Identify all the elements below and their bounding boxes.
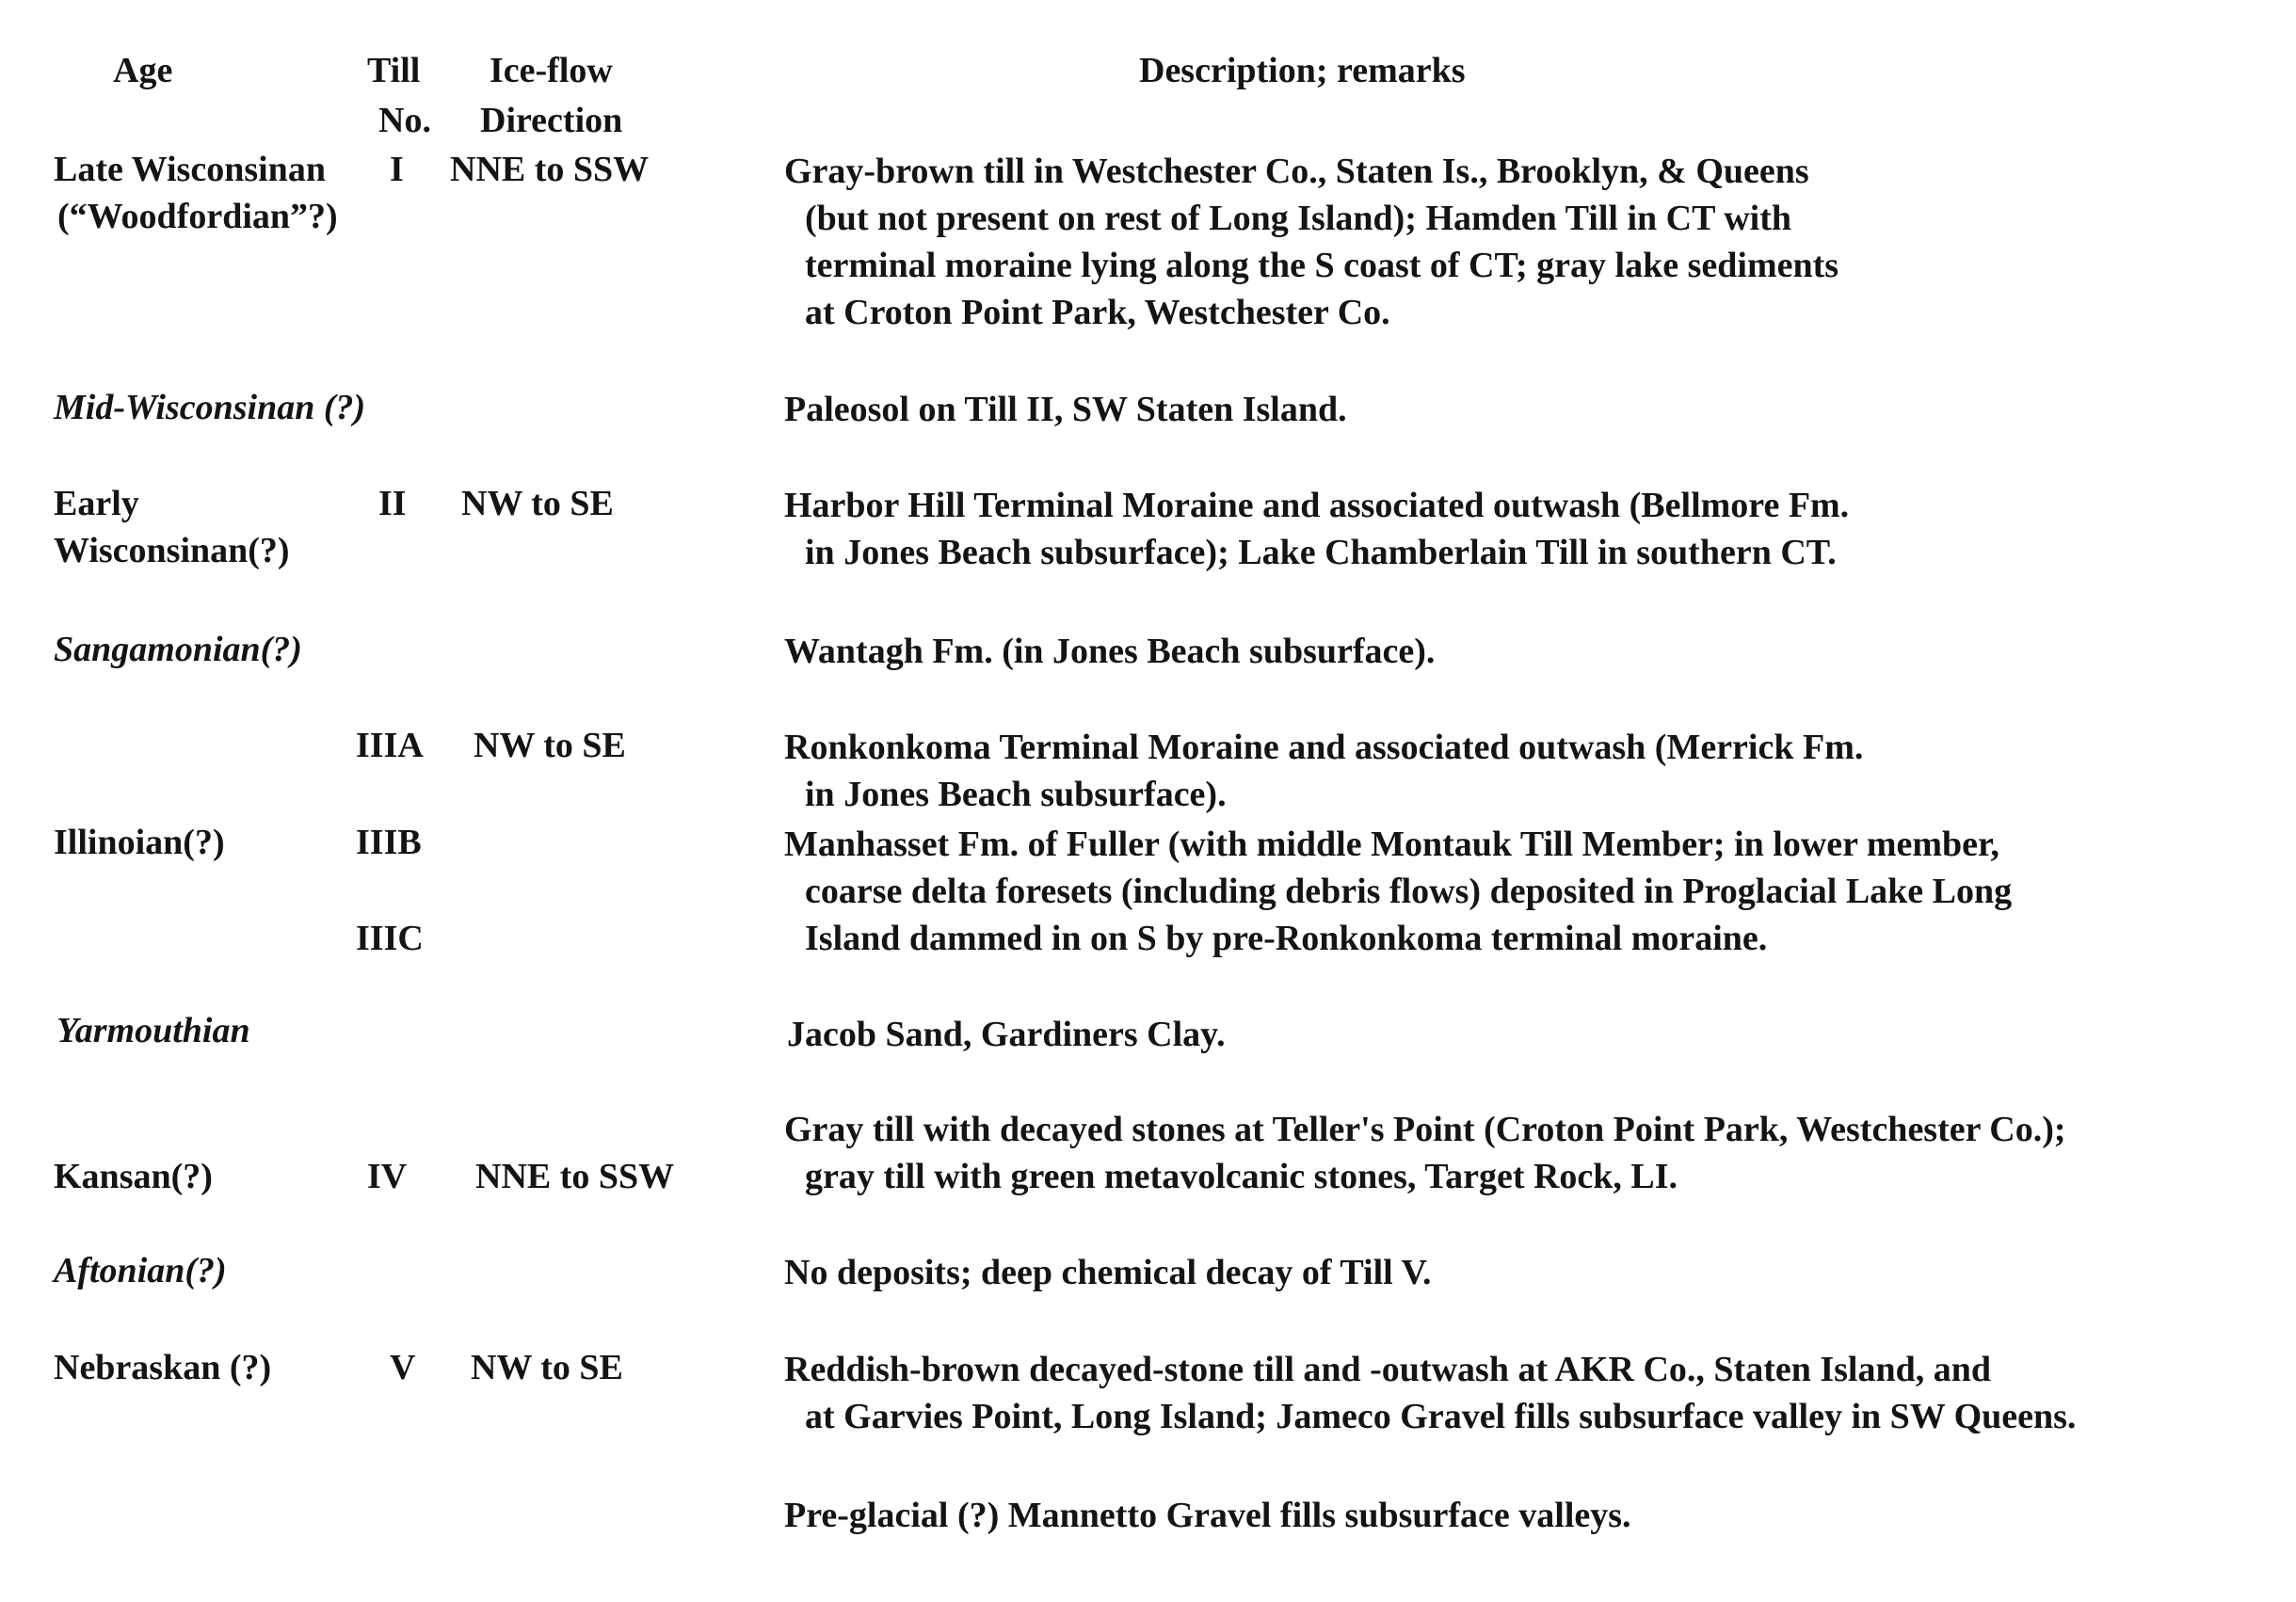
description-line: (but not present on rest of Long Island); Hamden Till in CT with: [805, 199, 1792, 238]
description-line: in Jones Beach subsurface); Lake Chamberlain Till in southern CT.: [805, 533, 1837, 572]
description-line: in Jones Beach subsurface).: [805, 775, 1227, 814]
header-ice-line1: Ice-flow: [490, 51, 613, 90]
row-nebraskan-till: V: [390, 1348, 416, 1387]
description-line: Gray-brown till in Westchester Co., Staten Is., Brooklyn, & Queens: [784, 152, 1809, 191]
row-kansan-age: Kansan(?): [54, 1157, 213, 1196]
age-line: (“Woodfordian”?): [57, 197, 338, 236]
row-iiia-till: IIIA: [356, 726, 424, 765]
row-late-wisconsinan-till: I: [390, 150, 404, 189]
description-line: at Garvies Point, Long Island; Jameco Gravel fills subsurface valley in SW Queens.: [805, 1397, 2077, 1436]
row-iiib-till: IIIB: [356, 823, 422, 862]
row-nebraskan-age: Nebraskan (?): [54, 1348, 272, 1387]
row-iiia-description: [784, 724, 1863, 818]
row-kansan-direction: NNE to SSW: [475, 1157, 675, 1196]
header-description: Description; remarks: [1139, 51, 1466, 90]
description-line: at Croton Point Park, Westchester Co.: [805, 293, 1390, 332]
row-aftonian-age: Aftonian(?): [54, 1251, 227, 1290]
row-late-wisconsinan-description: [784, 148, 1838, 336]
row-early-wisconsinan-age: [54, 480, 290, 574]
row-late-wisconsinan-direction: NNE to SSW: [450, 150, 650, 189]
description-line: Harbor Hill Terminal Moraine and associated outwash (Bellmore Fm.: [784, 486, 1850, 525]
header-till-line2: No.: [378, 101, 431, 140]
header-ice-line2: Direction: [480, 101, 623, 140]
row-early-wisconsinan-till: II: [378, 484, 407, 523]
row-illinoian-age: Illinoian(?): [54, 823, 225, 862]
row-kansan-till: IV: [367, 1157, 408, 1196]
row-iiia-direction: NW to SE: [474, 726, 626, 765]
description-line: Gray till with decayed stones at Teller's Point (Croton Point Park, Westchester Co.);: [784, 1110, 2066, 1149]
description-line: coarse delta foresets (including debris flows) deposited in Proglacial Lake Long: [805, 872, 2013, 911]
row-early-wisconsinan-direction: NW to SE: [461, 484, 614, 523]
age-line: Late Wisconsinan: [54, 150, 326, 189]
row-mid-wisconsinan-age: Mid-Wisconsinan (?): [54, 388, 366, 427]
row-iiic-till: IIIC: [356, 919, 424, 958]
row-preglacial-description: Pre-glacial (?) Mannetto Gravel fills subsurface valleys.: [784, 1496, 1631, 1535]
description-line: Manhasset Fm. of Fuller (with middle Montauk Till Member; in lower member,: [784, 825, 1999, 864]
age-line: Early: [54, 484, 139, 523]
row-aftonian-description: No deposits; deep chemical decay of Till V.: [784, 1253, 1432, 1292]
row-late-wisconsinan-age: [54, 146, 338, 240]
description-line: Island dammed in on S by pre-Ronkonkoma terminal moraine.: [805, 919, 1768, 958]
row-kansan-description: [784, 1106, 2066, 1200]
description-line: gray till with green metavolcanic stones, Target Rock, LI.: [805, 1157, 1678, 1196]
row-sangamonian-age: Sangamonian(?): [54, 630, 302, 669]
description-line: Reddish-brown decayed-stone till and -outwash at AKR Co., Staten Island, and: [784, 1350, 1992, 1389]
description-line: terminal moraine lying along the S coast of CT; gray lake sediments: [805, 246, 1839, 285]
description-line: Ronkonkoma Terminal Moraine and associated outwash (Merrick Fm.: [784, 728, 1864, 767]
row-yarmouthian-description: Jacob Sand, Gardiners Clay.: [787, 1015, 1226, 1054]
header-till-line1: Till: [367, 51, 421, 90]
row-mid-wisconsinan-description: Paleosol on Till II, SW Staten Island.: [784, 390, 1347, 429]
row-iiib-description: [784, 821, 2012, 962]
row-yarmouthian-age: Yarmouthian: [56, 1011, 250, 1050]
row-nebraskan-description: [784, 1346, 2076, 1440]
age-line: Wisconsinan(?): [54, 531, 290, 570]
row-nebraskan-direction: NW to SE: [471, 1348, 623, 1387]
row-early-wisconsinan-description: [784, 482, 1849, 576]
header-age: Age: [113, 51, 173, 90]
row-sangamonian-description: Wantagh Fm. (in Jones Beach subsurface).: [784, 632, 1436, 671]
